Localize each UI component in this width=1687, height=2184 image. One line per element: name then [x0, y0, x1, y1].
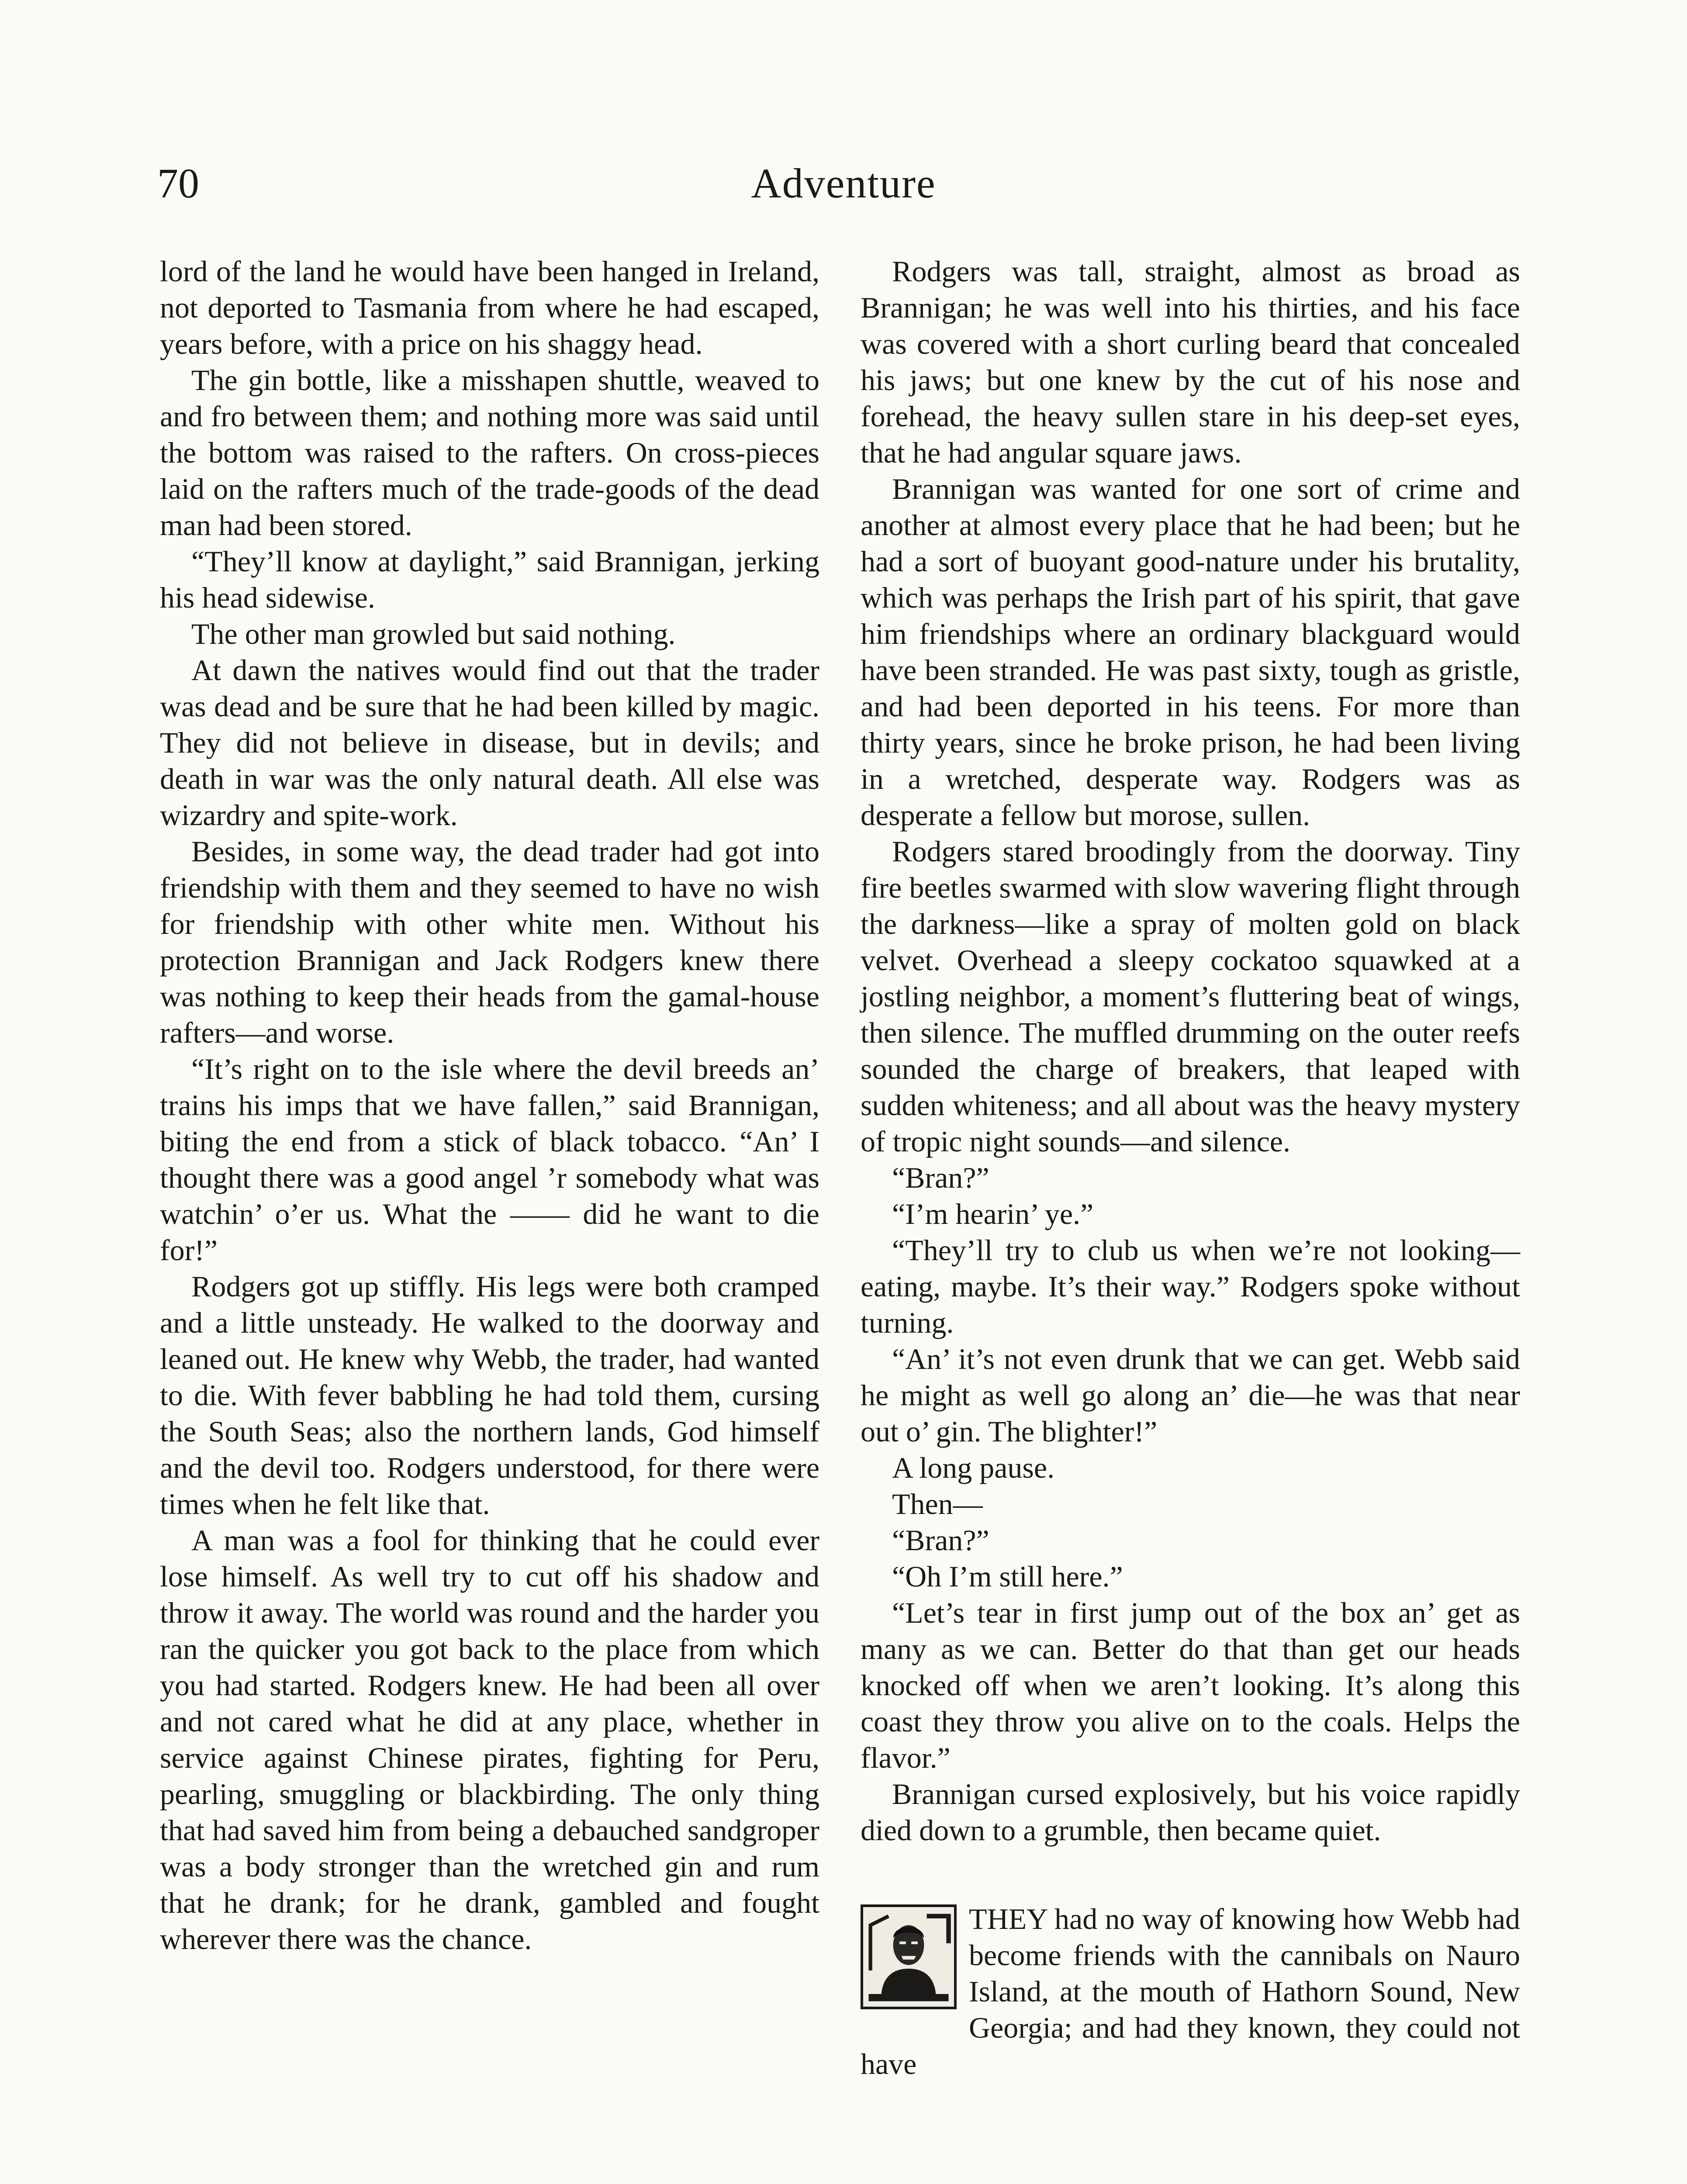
paragraph: “They’ll know at daylight,” said Brannigan, jerking his head sidewise. — [160, 545, 819, 614]
paragraph: A long pause. — [892, 1451, 1055, 1484]
paragraph: Rodgers was tall, straight, almost as broad as Brannigan; he was well into his thirties, and his face was covered with a short curling beard that concealed his jaws; but one knew by the cut of his nose and forehead, the heavy sullen stare in his deep-set eyes, that he had angular square jaws. — [861, 255, 1520, 469]
paragraph: At dawn the natives would find out that the trader was dead and be sure that he had been killed by magic. They did not believe in disease, but in devils; and death in war was the only natural death. All else was wizardry and spite-work. — [160, 653, 819, 832]
paragraph: “Bran?” — [892, 1161, 989, 1194]
right-column — [861, 253, 1520, 2082]
paragraph: The gin bottle, like a misshapen shuttle, weaved to and fro between them; and nothing more was said until the bottom was raised to the rafters. On cross-pieces laid on the rafters much of the trade-goods of the dead man had been stored. — [160, 363, 819, 542]
paragraph: Rodgers got up stiffly. His legs were both cramped and a little unsteady. He walked to the doorway and leaned out. He knew why Webb, the trader, had wanted to die. With fever babbling he had told them, cursing the South Seas; also the northern lands, God himself and the devil too. Rodgers understood, for there were times when he felt like that. — [160, 1270, 819, 1521]
paragraph: Brannigan cursed explosively, but his voice rapidly died down to a grumble, then became quiet. — [861, 1777, 1520, 1847]
page-header — [157, 155, 1530, 221]
paragraph: “I’m hearin’ ye.” — [892, 1197, 1094, 1230]
paragraph: Besides, in some way, the dead trader had got into friendship with them and they seemed to have no wish for friendship with other white men. Without his protection Brannigan and Jack Rodgers knew there was nothing to keep their heads from the gamal-house rafters—and worse. — [160, 835, 819, 1049]
paragraph: “Oh I’m still here.” — [892, 1560, 1123, 1593]
paragraph: “Bran?” — [892, 1524, 989, 1557]
portrait-vignette-icon — [861, 1904, 957, 2009]
running-title: Adventure — [751, 160, 936, 207]
paragraph: “They’ll try to club us when we’re not looking—eating, maybe. It’s their way.” Rodgers spoke without turning. — [861, 1234, 1520, 1339]
paragraph: THEY had no way of knowing how Webb had become friends with the cannibals on Nauro Island, at the mouth of Hathorn Sound, New Georgia; and had they known, they could not have — [861, 1902, 1520, 2080]
paragraph: “An’ it’s not even drunk that we can get. Webb said he might as well go along an’ die—he was that near out o’ gin. The blighter!” — [861, 1342, 1520, 1448]
paragraph: Brannigan was wanted for one sort of crime and another at almost every place that he had been; but he had a sort of buoyant good-nature under his brutality, which was perhaps the Irish part of his spirit, that gave him friendships where an ordinary blackguard would have been stranded. He was past sixty, tough as gristle, and had been deported in his teens. For more than thirty years, since he broke prison, he had been living in a wretched, desperate way. Rodgers was as desperate a fellow but morose, sullen. — [861, 472, 1520, 832]
section-start — [861, 1901, 1520, 2082]
paragraph: “It’s right on to the isle where the devil breeds an’ trains his imps that we have fallen,” said Brannigan, biting the end from a stick of black tobacco. “An’ I thought there was a good angel ’r somebody what was watchin’ o’er us. What the —— did he want to die for!” — [160, 1052, 819, 1267]
page-number: 70 — [157, 160, 199, 207]
paragraph: lord of the land he would have been hanged in Ireland, not deported to Tasmania from where he had escaped, years before, with a price on his shaggy head. — [160, 255, 819, 360]
paragraph: “Let’s tear in first jump out of the box an’ get as many as we can. Better do that than get our heads knocked off when we aren’t looking. It’s along this coast they throw you alive on to the coals. Helps the flavor.” — [861, 1596, 1520, 1774]
paragraph: Rodgers stared broodingly from the doorway. Tiny fire beetles swarmed with slow wavering flight through the darkness—like a spray of molten gold on black velvet. Overhead a sleepy cockatoo squawked at a jostling neighbor, a moment’s fluttering beat of wings, then silence. The muffled drumming on the outer reefs sounded the charge of breakers, that leaped with sudden whiteness; and all about was the heavy mystery of tropic night sounds—and silence. — [861, 835, 1520, 1158]
paragraph: A man was a fool for thinking that he could ever lose himself. As well try to cut off his shadow and throw it away. The world was round and the harder you ran the quicker you got back to the place from which you had started. Rodgers knew. He had been all over and not cared what he did at any place, whether in service against Chinese pirates, fighting for Peru, pearling, smuggling or blackbirding. The only thing that had saved him from being a debauched sandgroper was a body stronger than the wretched gin and rum that he drank; for he drank, gambled and fought wherever there was the chance. — [160, 1524, 819, 1956]
paragraph: The other man growled but said nothing. — [191, 617, 676, 650]
left-column — [160, 253, 819, 1957]
paragraph: Then— — [892, 1487, 983, 1521]
